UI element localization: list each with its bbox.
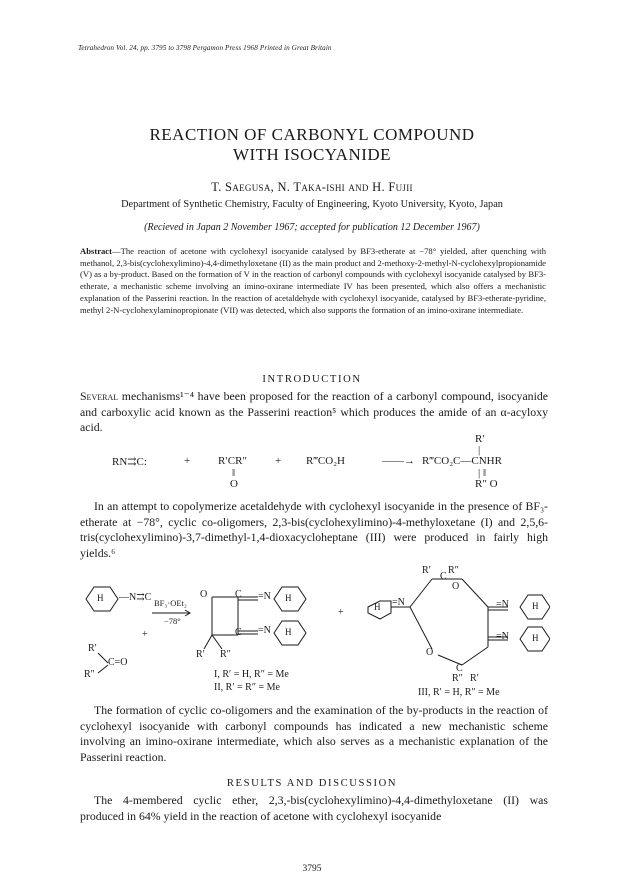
eq-ketone: R′CR″ bbox=[218, 455, 247, 467]
oxetane-carbon-1: C bbox=[235, 589, 242, 600]
heptane-carbon-top: C bbox=[440, 571, 447, 582]
eq-ketone-double-bond: ‖ bbox=[232, 467, 236, 479]
intro-paragraph-2-text: In an attempt to copolymerize acetaldehyde with cyclohexyl isocyanide in the presence of BF₃-etherate at −78°, cyclic co-oligomers, 2,3-bis(cyclohexylimino)-4-methyloxetane (I) and 2,5,6-tris(cyclohexylimino)-3,7-dimethyl-1,4-dioxacycloheptane (III) were produced in fairly high yields.⁶ bbox=[80, 499, 548, 560]
results-heading: RESULTS AND DISCUSSION bbox=[226, 778, 398, 789]
intro-paragraph-1 bbox=[80, 389, 548, 436]
eq-ketone-oxygen: O bbox=[230, 478, 238, 490]
eq-isocyanide: RN⇉C: bbox=[112, 456, 147, 468]
heptane-imine-n: =N bbox=[392, 597, 405, 608]
scheme-isocyanide: —N⇉C bbox=[119, 592, 152, 603]
results-paragraph-1 bbox=[80, 793, 548, 824]
eq-product-bottom: R″ O bbox=[475, 478, 498, 490]
scheme-plus-left: + bbox=[142, 629, 148, 640]
compound-label-II: II, R′ = R″ = Me bbox=[214, 682, 280, 693]
introduction-heading: INTRODUCTION bbox=[262, 374, 362, 385]
scheme-catalyst: BF₃·OEt₂ bbox=[154, 598, 187, 608]
heptane-r4: R′ bbox=[470, 673, 479, 684]
carbonyl-r1: R′ bbox=[88, 643, 97, 654]
article-title bbox=[0, 125, 624, 165]
passerini-equation bbox=[80, 433, 550, 495]
compound-label-III: III, R′ = H, R″ = Me bbox=[418, 687, 500, 698]
oxetane-imine-1: =N bbox=[258, 591, 271, 602]
oxetane-r1: R′ bbox=[196, 649, 205, 660]
scheme-plus-mid: + bbox=[338, 607, 344, 618]
eq-arrow: ——→ bbox=[382, 455, 415, 467]
title-line-2: WITH ISOCYANIDE bbox=[232, 145, 392, 164]
abstract bbox=[80, 246, 546, 316]
results-paragraph-1-text: The 4-membered cyclic ether, 2,3,-bis(cyclohexylimino)-4,4-dimethyloxetane (II) was produced in 64% yield in the reaction of acetone with cyclohexyl isocyanide bbox=[80, 793, 548, 823]
heptane-bond-1 bbox=[410, 579, 432, 607]
eq-plus-2: + bbox=[275, 455, 282, 467]
ring-label-reactant: H bbox=[97, 593, 104, 603]
heptane-r2: R″ bbox=[448, 565, 459, 576]
heptane-oxygen-bottom: O bbox=[426, 647, 434, 658]
intro-paragraph-3 bbox=[80, 703, 548, 765]
received-dates: (Recieved in Japan 2 November 1967; accepted for publication 12 December 1967) bbox=[144, 222, 480, 233]
page-number: 3795 bbox=[302, 864, 322, 874]
oxetane-imine-2: =N bbox=[258, 625, 271, 636]
heptane-carbon-bottom: C bbox=[456, 663, 463, 674]
compound-label-I: I, R′ = H, R″ = Me bbox=[214, 669, 289, 680]
eq-product: R‴CO₂C—CNHR bbox=[422, 455, 502, 467]
heptane-imine-1: =N bbox=[496, 599, 509, 610]
heptane-bond-5 bbox=[462, 647, 488, 665]
oxetane-substituent-bond-1 bbox=[204, 635, 212, 649]
abstract-label: Abstract bbox=[80, 246, 112, 256]
carbonyl-group: C=O bbox=[108, 657, 128, 668]
oxetane-oxygen: O bbox=[200, 589, 208, 600]
intro-paragraph-2 bbox=[80, 499, 548, 561]
ring-label-oxetane-1: H bbox=[285, 593, 292, 603]
heptane-imine-2: =N bbox=[496, 631, 509, 642]
eq-acid: R‴CO₂H bbox=[306, 455, 345, 467]
ring-label-heptane-2: H bbox=[532, 601, 539, 611]
intro-paragraph-3-text: The formation of cyclic co-oligomers and the examination of the by-products in the reaction of cyclohexyl isocyanide with carbonyl compounds has indicated a new mechanistic scheme involving an imino-oxirane intermediate, which also serves as a mechanistic explanation of the Passerini reaction. bbox=[80, 703, 548, 764]
abstract-text: —The reaction of acetone with cyclohexyl isocyanide catalysed by BF3-etherate at −78° yielded, after quenching with methanol, 2,3-bis(cyclohexylimino)-4,4-dimethyloxetane (II) as the main product and 2-methoxy-2-methyl-N-cyclohexylpropionamide (V) as a by-product. Based on the formation of V in the reaction of carbonyl compounds with cyclohexyl isocyanide catalysed by BF3-etherate, a mechanistic scheme involving an imino-oxirane intermediate IV has been presented, which also offers a mechanistic explanation of the Passerini reaction. In the reaction of acetaldehyde with cyclohexyl isocyanide, catalysed by BF3-etherate-pyridine, methyl 2-N-cyclohexylaminopropionate (VII) was detected, which also supports the formation of an imino-oxirane intermediate. bbox=[80, 246, 546, 315]
heptane-oxygen-top: O bbox=[452, 581, 460, 592]
eq-product-bonds-bottom: | ‖ bbox=[478, 467, 487, 479]
ring-label-heptane-1: H bbox=[374, 602, 381, 612]
oxetane-carbon-2: C bbox=[235, 627, 242, 638]
scheme-structure-drawing bbox=[80, 565, 550, 700]
eq-product-r1: R′ bbox=[475, 433, 485, 445]
oxetane-substituent-bond-2 bbox=[212, 635, 222, 649]
heptane-r1: R′ bbox=[422, 565, 431, 576]
heptane-bond-3 bbox=[462, 579, 488, 607]
title-line-1: REACTION OF CARBONYL COMPOUND bbox=[149, 125, 475, 144]
intro-paragraph-1-text: mechanisms¹⁻⁴ have been proposed for the reaction of a carbonyl compound, isocyanide and carboxylic acid known as the Passerini reaction⁵ which produces the amide of an α-acyloxy acid. bbox=[80, 389, 548, 435]
ring-label-heptane-3: H bbox=[532, 633, 539, 643]
affiliation: Department of Synthetic Chemistry, Faculty of Engineering, Kyoto University, Kyoto, Japan bbox=[121, 199, 503, 210]
heptane-bond-7 bbox=[410, 607, 432, 649]
intro-first-word: Several bbox=[80, 389, 119, 403]
heptane-r3: R″ bbox=[452, 673, 463, 684]
running-head: Tetrahedron Vol. 24, pp. 3795 to 3798 Pergamon Press 1968 Printed in Great Britain bbox=[78, 44, 332, 52]
ring-label-oxetane-2: H bbox=[285, 627, 292, 637]
carbonyl-r2: R″ bbox=[84, 669, 95, 680]
scheme-temperature: −78° bbox=[164, 616, 181, 626]
authors: T. Saegusa, N. Taka-ishi and H. Fujii bbox=[211, 180, 413, 194]
reaction-scheme bbox=[80, 565, 550, 700]
eq-plus-1: + bbox=[184, 455, 191, 467]
carbonyl-bond-r1 bbox=[98, 653, 108, 663]
carbonyl-bond-r2 bbox=[98, 665, 108, 673]
oxetane-r2: R″ bbox=[220, 649, 231, 660]
eq-product-bond-top: | bbox=[478, 444, 481, 456]
